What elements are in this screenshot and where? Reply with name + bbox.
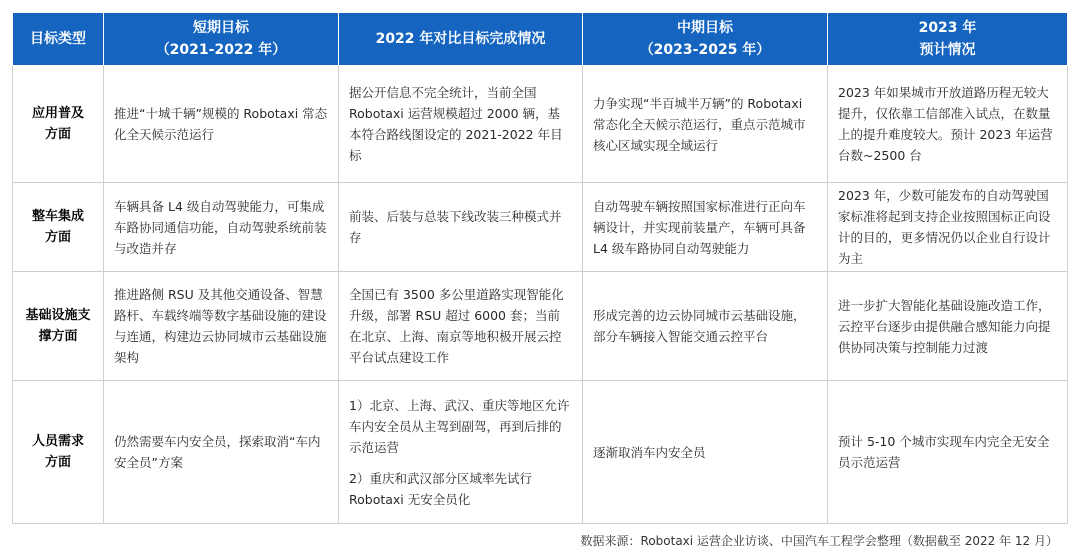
mid-term-cell: 形成完善的边云协同城市云基础设施，部分车辆接入智能交通云控平台 <box>583 272 828 381</box>
row-category-cell: 基础设施支 撑方面 <box>13 272 104 381</box>
table-row <box>13 66 1068 183</box>
completion-cell: 据公开信息不完全统计，当前全国 Robotaxi 运营规模超过 2000 辆，基本符合路线图设定的 2021-2022 年目标 <box>339 66 583 183</box>
completion-cell <box>339 381 583 524</box>
completion-item: 1）北京、上海、武汉、重庆等地区允许车内安全员从主驾到副驾，再到后排的示范运营 <box>349 397 570 455</box>
mid-term-cell: 自动驾驶车辆按照国家标准进行正向车辆设计，并实现前装量产，车辆可具备 L4 级车路协同自动驾驶能力 <box>583 183 828 272</box>
row-category-cell: 整车集成 方面 <box>13 183 104 272</box>
completion-cell: 全国已有 3500 多公里道路实现智能化升级，部署 RSU 超过 6000 套；当前在北京、上海、南京等地积极开展云控平台试点建设工作 <box>339 272 583 381</box>
short-term-cell: 推进路侧 RSU 及其他交通设备、智慧路杆、车载终端等数字基础设施的建设与连通，构建边云协同城市云基础设施架构 <box>104 272 339 381</box>
table-row <box>13 381 1068 524</box>
header-short-term: 短期目标 （2021-2022 年） <box>104 13 339 66</box>
source-note: 数据来源：Robotaxi 运营企业访谈、中国汽车工程学会整理（数据截至 2022 年 12 月） <box>580 534 1058 548</box>
goals-table-container <box>12 12 1067 524</box>
completion-item: 2）重庆和武汉部分区域率先试行 Robotaxi 无安全员化 <box>349 470 532 507</box>
row-category-cell: 应用普及 方面 <box>13 66 104 183</box>
header-mid-term: 中期目标 （2023-2025 年） <box>583 13 828 66</box>
forecast-cell: 预计 5-10 个城市实现车内完全无安全员示范运营 <box>828 381 1068 524</box>
table-header-row <box>13 13 1068 66</box>
table-row <box>13 183 1068 272</box>
header-2022-completion: 2022 年对比目标完成情况 <box>339 13 583 66</box>
table-row <box>13 272 1068 381</box>
robotaxi-goals-table <box>12 12 1068 524</box>
forecast-cell: 2023 年如果城市开放道路历程无较大提升，仅依靠工信部准入试点，在数量上的提升难度较大。预计 2023 年运营台数~2500 台 <box>828 66 1068 183</box>
short-term-cell: 推进“十城千辆”规模的 Robotaxi 常态化全天候示范运行 <box>104 66 339 183</box>
mid-term-cell: 力争实现“半百城半万辆”的 Robotaxi 常态化全天候示范运行，重点示范城市核心区域实现全域运行 <box>583 66 828 183</box>
header-2023-forecast: 2023 年 预计情况 <box>828 13 1068 66</box>
header-goal-type: 目标类型 <box>13 13 104 66</box>
forecast-cell: 2023 年，少数可能发布的自动驾驶国家标准将起到支持企业按照国标正向设计的目的，更多情况仍以企业自行设计为主 <box>828 183 1068 272</box>
row-category-cell: 人员需求 方面 <box>13 381 104 524</box>
short-term-cell: 仍然需要车内安全员，探索取消“车内安全员”方案 <box>104 381 339 524</box>
mid-term-cell: 逐渐取消车内安全员 <box>583 381 828 524</box>
forecast-cell: 进一步扩大智能化基础设施改造工作，云控平台逐步由提供融合感知能力向提供协同决策与控制能力过渡 <box>828 272 1068 381</box>
short-term-cell: 车辆具备 L4 级自动驾驶能力，可集成车路协同通信功能，自动驾驶系统前装与改造并存 <box>104 183 339 272</box>
completion-cell: 前装、后装与总装下线改装三种模式并存 <box>339 183 583 272</box>
